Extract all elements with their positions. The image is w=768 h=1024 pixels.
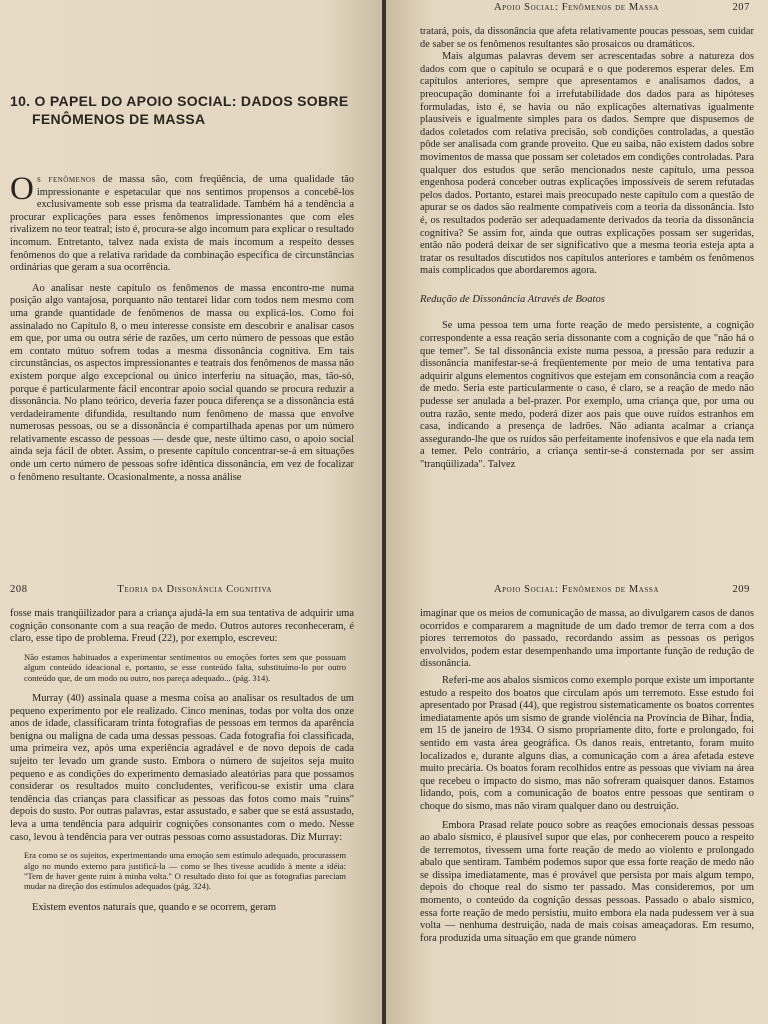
page-right-bottom [386,512,768,1024]
page-number: 207 [732,2,750,13]
lead-in: s fenômenos [36,174,96,185]
chapter-title [10,92,354,128]
paragraph: Se uma pessoa tem uma forte reação de medo persistente, a cognição correspondente a essa reação seria dissonante com a cognição de que "não há o que temer". Se tal dissonância existe numa pessoa, a pressão para reduzir a dissonância manifestar-se-á freqüentemente por meio de uma tentativa para adquirir alguns elementos cognitivos que estejam em consonância com a reação de medo. Seria este particularmente o caso, é claro, se a reação de medo não pudesse ser anulada a bel-prazer. Por exemplo, uma criança que, por uma ou outra razão, sente medo, poderá dizer aos pais que ouve ruídos estranhos em casa, indicando a presença de ladrões. Não adianta acalmar a criança assegurando-lhe que os ruídos são perfeitamente inofensivos e que ela nada tem a temer. Pelo contrário, a criança sentir-se-á consternada por ser assim "tranqüilizada". Talvez [420,320,754,470]
block-quote: Não estamos habituados a experimentar sentimentos ou emoções fortes sem que possuam algum conteúdo ideacional e, portanto, se esse conteúdo falta, substituímo-lo por outro conteúdo que, de um modo ou outro, nos pareça adequado... (pág. 314). [24,651,346,683]
paragraph: Embora Prasad relate pouco sobre as reações emocionais dessas pessoas ao abalo sísmico, é plausível supor que elas, por conhecerem pouco a respeito de terremotos, tivessem uma forte reação de medo ao violento e prolongado abalo que sentiram. Também podemos supor que essa forte reação de medo não se dissipa imediatamente, mas é provável que persista por mais algum tempo, depois do choque real do sismo ter passado. Mas consideremos, por um momento, o conteúdo da cognição dessas pessoas. Passado o abalo sísmico, essa forte reação de medo persistiu, muito embora ela nada pudessem ver à sua volta — nenhuma destruição, nada de mais coisas ameaçadoras. Em resumo, fora produzida uma situação em que grande número [420,819,754,944]
text-block [420,26,754,472]
spread-bottom [0,512,768,1024]
running-head [10,584,352,595]
running-head-title: Apoio Social: Fenômenos de Massa [494,584,660,595]
paragraph: tratará, pois, da dissonância que afeta relativamente poucas pessoas, sem cuidar de saber se os fenômenos resultantes são prosaicos ou dramáticos. [420,26,754,50]
page-number: 208 [10,584,28,595]
text-block [420,608,754,945]
paragraph: fosse mais tranqüilizador para a criança ajudá-la em sua tentativa de adquirir uma cognição consonante com a sua reação de medo. Outros autores reconheceram, é claro, esse tipo de problema. Freud (22), por exemplo, escreveu: [10,608,354,645]
section-title: Redução de Dissonância Através de Boatos [420,293,605,305]
running-head-title: Teoria da Dissonância Cognitiva [117,584,272,595]
paragraph: imaginar que os meios de comunicação de massa, ao divulgarem casos de danos ocorridos e compararem a magnitude de um dado tremor de terra com a dos piores terremotos do passado, recordando assim as pessoas os perigos envolvidos, podem estar desempenhando uma importante função de redução de dissonância. [420,608,754,670]
running-head [414,584,750,595]
paragraph: Ao analisar neste capítulo os fenômenos de massa encontro-me numa posição algo vantajosa, porquanto não tentarei lidar com todos nem mesmo com uma grande quantidade de fenômenos de massa ou explicá-los. Como foi assinalado no Capítulo 8, o meu interesse consiste em descobrir e analisar casos em que, por uma ou outra série de razões, um certo número de pessoas que estão em contato mútuo sofrem todas a mesma dissonância cognitiva. Em tais circunstâncias, os aspectos impressionantes e teatrais dos fenômenos de massa não existem porque algo excepcional ou único interferiu na situação, mas, tão-só, porque é particularmente fácil encontrar apoio social quando se procura reduzir a dissonância. No plano teórico, deveria fazer pouca diferença se a dissonância está verdadeiramente difundida, resultando num fenômeno de massa que envolve numerosas pessoas, ou se a dissonância é compartilhada apenas por um número relativamente escasso de pessoas — desde que, neste último caso, o apoio social ainda seja fácil de obter. Assim, o presente capítulo concentrar-se-á em situações onde um certo número de pessoas sofre idêntica dissonância, em vez de focalizar o fenômeno resultante. Ocasionalmente, a nossa análise [10,282,354,483]
running-head-title: Apoio Social: Fenômenos de Massa [494,2,660,13]
paragraph-text: de massa são, com freqüência, de uma qualidade tão impressionante e espetacular que nos sentimos propensos a concebê-los exclusivamente sob esse prisma da teatralidade. Também há a tendência a procurar explicações para esses fenômenos impressionantes que com eles rivalizem no teor teatral; isto é, procura-se algo incomum para explicar o resultado incomum. Entretanto, talvez nada exista de mais incomum a respeito desses fenômenos do que a relativa raridade da combinação específica de circunstâncias ordinárias que geram a sua ocorrência. [10,174,354,274]
paragraph [10,171,354,275]
page-number: 209 [732,584,750,595]
chapter-title-line2: FENÔMENOS DE MASSA [32,111,206,127]
paragraph: Referi-me aos abalos sísmicos como exemplo porque existe um importante estudo a respeito dos boatos que circulam após um terremoto. Esse estudo foi apresentado por Prasad (44), que registrou sistematicamente os boatos correntes imediatamente após um sismo de grande violência na Província de Bihar, Índia, em 15 de janeiro de 1934. O sismo propriamente dito, forte e prolongado, foi sentido em vasta área geográfica. Os danos reais, entretanto, foram muito localizados e, durante alguns dias, a comunicação com a área afetada esteve muito precária. Os boatos foram recolhidos entre as pessoas que viviam na área que recebeu o impacto do sismo, mas não sofreram quaisquer danos. Estamos lidando, pois, com a comunicação de boatos entre pessoas que sentiram o choque do sismo, mas não viram qualquer dano ou destruição. [420,674,754,812]
paragraph: Murray (40) assinala quase a mesma coisa ao analisar os resultados de um pequeno experimento por ele realizado. Cinco meninas, todas por volta dos onze anos de idade, classificaram trinta fotografias de pessoas em termos da aparência benigna ou maligna de cada uma dessas pessoas. Cada fotografia foi classificada, uma primeira vez, após uma experiência agradável e de novo depois de cada sujeito ter levado um grande susto. Embora o número de sujeitos seja muito pequeno e as condições do experimento demasiado aleatórias para que possamos considerar os resultados muito concludentes, verificou-se existir uma clara tendência das crianças para classificar as pessoas das fotos como mais "ruins" depois do susto. Por outras palavras, estar assustado, e saber que se está assustado, leva a uma tendência para adquirir cognições consonantes com o medo. Nesse caso, levou à tendência para ver outras pessoas como assustadoras. Diz Murray: [10,693,354,843]
page-right-top [386,0,768,512]
chapter-title-line1: 10. O PAPEL DO APOIO SOCIAL: DADOS SOBRE [10,93,349,109]
page-left-bottom [0,512,382,1024]
paragraph: Existem eventos naturais que, quando e se ocorrem, geram [32,901,277,913]
paragraph: Mais algumas palavras devem ser acrescentadas sobre a natureza dos dados com que o capítulo se ocupará e o que poderemos esperar deles. Em capítulos anteriores, sempre que apresentamos e analisamos dados, a preocupação dominante foi a irrefutabilidade dos dados para as hipóteses formuladas, isto é, se havia ou não explicações alternativas igualmente plausíveis e igualmente simples para os dados. Sempre que dispusemos de dados coletados com relativa precisão, sob condições controladas, a questão pôde ser analisada com grande proveito. Que eu saiba, não existem dados sobre movimentos de massa que possam ser coletados em condições controladas. Para qualquer dos estudos que serão mencionados neste capítulo, uma pessoa engenhosa poderá conceber outras explicações impossíveis de serem refutadas pelos dados. Portanto, estarei mais preocupado neste capítulo com a questão de apurar se os dados são realmente compatíveis com a teoria da dissonância. Isto é, os resultados poderão ser adequadamente derivados da teoria da dissonância cognitiva? Se assim for, ainda que outras explicações possam ser sugeridas, então não poderá deixar de ser significativo que a mesma teoria esteja apta a tratar os resultados discutidos nos capítulos anteriores e também os fenômenos mais complicados que abordaremos agora. [420,51,754,277]
dropcap: O [10,171,34,207]
running-head [414,2,750,13]
text-block [10,92,354,484]
block-quote: Era como se os sujeitos, experimentando uma emoção sem estímulo adequado, procurassem algo no mundo externo para justificá-la — como se lhes tivesse acudido à mente a idéia: "Tem de haver gente ruim à minha volta." O resultado disto foi que as fotografias pareciam mudar na direção dos estímulos adequados (pág. 324). [24,850,346,892]
page-left-top [0,0,382,512]
text-block [10,608,354,914]
